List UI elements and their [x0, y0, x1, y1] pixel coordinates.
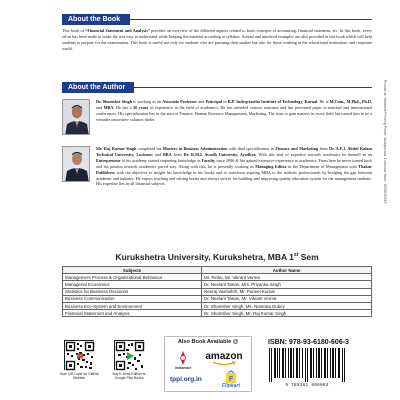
qr2-caption: Buy E-Book Edition at Google Play Books: [112, 372, 146, 381]
subject-cell: Management Process & Organizational Behaviour: [63, 274, 202, 281]
about-book-text: This book of “Financial Statement and Analysis” provides an overview of the different aspects related to basic concepts of accounting, financial statement, etc. In this book, every effort has been made to make the text easy to understand while keeping the material according to syllabus. Solved and unsolved examples are also provided in this book which will help students to prepare for the examination. This book is useful not only for students who are pursuing their studies but also for those working in the educational institutions and corporate world.: [62, 28, 373, 51]
books-table: [62, 266, 372, 317]
amazon-text: amazon: [205, 351, 243, 362]
author-cell: Dr. Neelam Tanan, Mrs. Priyanka Singh: [202, 281, 372, 288]
table-header-row: [63, 267, 372, 274]
subject-cell: Business Eco-System and Environment: [63, 302, 202, 309]
isbn-label: ISBN: 978-93-6180-606-3: [268, 339, 349, 346]
subject-cell: Financial Statement and Analysis: [63, 310, 202, 317]
table-row: [63, 288, 372, 295]
indiamart-icon: [170, 350, 196, 366]
author1-bio: Dr. Shamsher Singh is working as an Associate Professor and Principal in R.P. Inderprastha Institute of Technology, Karnal. He is M.Com., M.Phil., Ph.D. and MBA. He has a 30 years of experience in the field of academics. He has attended various seminars and has presented paper in national and international conferences. His specialization lies in the area of Finance, Human Resource Management, Marketing. The trust to gain masters in every field has turned him to be a versatile innovative solution finder.: [96, 99, 372, 122]
qr-code-icon: [65, 341, 95, 371]
amazon-logo[interactable]: [200, 351, 248, 365]
subject-cell: Managerial Economics: [63, 281, 202, 288]
table-row: [63, 274, 372, 281]
flipkart-bag-icon: [225, 370, 237, 384]
svg-text:F: F: [228, 376, 234, 383]
table-row: [63, 302, 372, 309]
table-row: [63, 295, 372, 302]
author-photo-shamsher-singh: [62, 99, 90, 135]
flipkart-text: Flipkart: [221, 383, 241, 389]
flipkart-logo[interactable]: [213, 370, 249, 388]
subject-cell: Business Communication: [63, 295, 202, 302]
available-at-title: Also Book Available @: [177, 339, 239, 345]
printer-side-text: Printed at: Seasons Printing Press, Jankipuram, Lucknow, Mob.: 9235030547: [383, 80, 387, 204]
website-qr-code[interactable]: [64, 340, 94, 370]
indiamart-text: indiamart: [174, 366, 192, 370]
google-play-qr-code[interactable]: [114, 340, 144, 370]
header-author-name: Author Name: [202, 267, 372, 274]
indiamart-logo[interactable]: [170, 350, 196, 374]
author-cell: Dr. Neelam Tanan, Mr. Vikrant Verma: [202, 295, 372, 302]
qr1-caption: Scan QR Code for Official Website: [59, 372, 99, 381]
heading-rule: [130, 19, 372, 20]
table-row: [63, 281, 372, 288]
university-title: Kurukshetra University, Kurukshetra, MBA 1st Sem: [115, 252, 319, 262]
subject-cell: Statistics for Business Decisions: [63, 288, 202, 295]
author-cell: Neeraj Vashishth, Mr. Puneet Kumar: [202, 288, 372, 295]
about-author-heading: About the Author: [62, 82, 134, 93]
table-row: [63, 310, 372, 317]
about-book-heading: About the Book: [62, 14, 130, 25]
author-cell: Mr. Rinku, Mr. Vikrant Verma: [202, 274, 372, 281]
author-cell: Dr. Shamsher Singh, Mr. Raj Kumar Singh: [202, 310, 372, 317]
barcode-icon: [268, 348, 346, 382]
author-cell: Dr. Shamsher Singh, Ms. Namrata Dubey: [202, 302, 372, 309]
header-subjects: Subjects: [63, 267, 202, 274]
author2-bio-top: Mr. Raj Kumar Singh completed his Masters in Business Administration with dual specialization in Finance and Marketing from Dr. A.P.J. Abdul Kalam Technical University, Lucknow and BBA from Dr. R.M.L Awadh University, Ayodhya. With this zeal of expertise towards academics he himself as an Entrepreneur of his academy started imparting knowledge as Faculty since 2006 & has gained extensive experience in academics. From here he never turned back and his passion towards academics paved way. Along with this, he is presently working as Managing Editor in the Department of Management with Thakur Publishers with the objective to insight his knowledge in his books and to transform aspiring MBA to the realistic professionals by bridging the gap between academic and industry. He enjoys teaching and editing books and always strives for building and improving quality education system for the management students. His expertise lies in all financial subjects.: [96, 146, 373, 187]
author-photo-raj-kumar-singh: [62, 146, 90, 182]
tppl-website-link[interactable]: tppl.org.in: [170, 376, 202, 383]
qr-code-icon: [115, 341, 145, 371]
heading-rule: [134, 87, 372, 88]
amazon-smile-icon: [212, 361, 236, 366]
barcode-digits: 9 789361 806063: [285, 383, 329, 388]
